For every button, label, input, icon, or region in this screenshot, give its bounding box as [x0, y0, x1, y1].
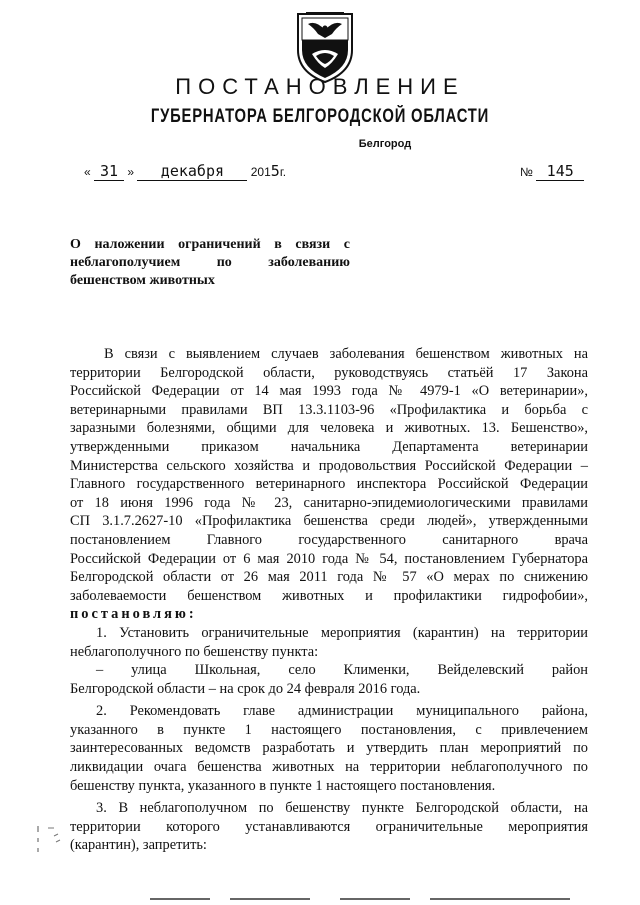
body-line: утвержденными приказом начальника Департамента ветеринарии: [70, 438, 588, 455]
document-number: [520, 162, 584, 181]
item-3: [70, 799, 588, 855]
body-line: от 18 июня 1996 года № 23, санитарно-эпидемиологическими правилами: [70, 494, 588, 511]
body-line: 2. Рекомендовать главе администрации муниципального района,: [96, 703, 588, 720]
body-line: неблагополучного по бешенству пункта:: [70, 643, 319, 660]
item-1: [70, 624, 588, 698]
body-line: бешенству пункта, указанного в пункте 1 настоящего постановления.: [70, 777, 496, 794]
city-name: Белгород: [358, 138, 412, 150]
date-year-prefix: 201: [250, 165, 271, 179]
number-label: №: [520, 165, 533, 179]
resolve-word: постановляю:: [70, 606, 197, 623]
body-line: 1. Установить ограничительные мероприятия (карантин) на территории: [96, 624, 588, 641]
document-heading: [70, 236, 350, 290]
heading-line: неблагополучием по заболеванию: [70, 255, 350, 270]
date-month: декабря: [137, 162, 247, 181]
body-line: заинтересованных ведомств разработать и утвердить план мероприятий по: [70, 740, 588, 757]
date-day: 31: [94, 162, 124, 181]
document-body: [70, 345, 588, 855]
body-line: В связи с выявлением случаев заболевания бешенством животных на: [104, 346, 588, 362]
page-bottom-edge: [150, 898, 570, 900]
body-line: постановлением Главного государственного санитарного врача: [70, 531, 588, 548]
document-type-title: ПОСТАНОВЛЕНИЕ: [175, 74, 465, 99]
body-line: ликвидации очага бешенства животных на территории неблагополучного по: [70, 759, 588, 776]
coat-of-arms-emblem: [292, 10, 358, 84]
number-value: 145: [536, 162, 584, 181]
body-line: (карантин), запретить:: [70, 837, 207, 854]
date-close-quote: »: [127, 165, 135, 179]
date-open-quote: «: [84, 165, 91, 179]
body-line: Министерства сельского хозяйства и продовольствия Российской Федерации –: [70, 457, 588, 474]
body-line: территории которого устанавливаются ограничительные мероприятия: [70, 818, 588, 835]
body-line: ветеринарными правилами ВП 13.3.1103-96 «Профилактика и борьба с: [70, 401, 588, 418]
body-line: указанного в пункте 1 настоящего постановления, с привлечением: [70, 721, 588, 738]
heading-line: бешенством животных: [70, 273, 215, 288]
body-line: Российской Федерации от 6 мая 2010 года № 54, постановлением Губернатора: [70, 550, 588, 567]
body-line: территории Белгородской области, руководствуясь статьёй 17 Закона: [70, 364, 588, 381]
item-2: [70, 702, 588, 795]
preamble-paragraph: [70, 345, 588, 605]
heading-line: О наложении ограничений в связи с: [70, 237, 350, 252]
body-line: Белгородской области – на срок до 24 февраля 2016 года.: [70, 680, 421, 697]
body-line: Главного государственного ветеринарного инспектора Российской Федерации: [70, 476, 588, 493]
body-line: 3. В неблагополучном по бешенству пункте Белгородской области, на: [96, 800, 588, 817]
body-line: заболеваемости бешенством животных и профилактики гидрофобии»,: [70, 587, 588, 604]
body-line: СП 3.1.7.2627-10 «Профилактика бешенства среди людей», утвержденными: [70, 513, 588, 530]
date-year-suffix: г.: [279, 165, 287, 179]
body-line: Российской Федерации от 14 мая 1993 года № 4979-1 «О ветеринарии»,: [70, 383, 588, 400]
body-line: заразными болезнями, общими для человека и животных. 13. Бешенство»,: [70, 420, 588, 437]
body-line: Белгородской области от 26 мая 2011 года № 57 «О мерах по снижению: [70, 569, 588, 586]
issuer-title: ГУБЕРНАТОРА БЕЛГОРОДСКОЙ ОБЛАСТИ: [150, 106, 490, 127]
date-year-digit: 5: [270, 162, 280, 180]
body-line: – улица Школьная, село Клименки, Вейделевский район: [96, 662, 588, 679]
margin-scan-marks: [36, 822, 66, 862]
document-date: [84, 162, 286, 181]
